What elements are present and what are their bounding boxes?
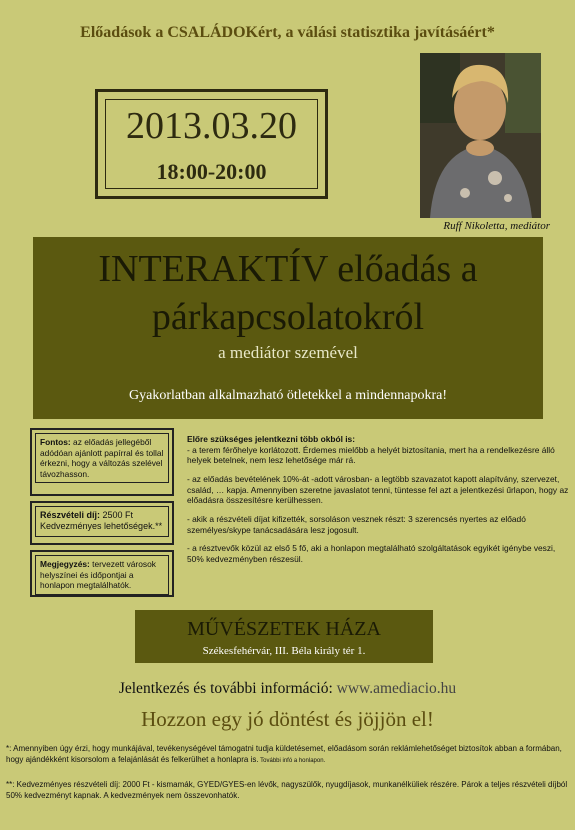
contact-line bbox=[0, 680, 575, 698]
registration-point-2: - az előadás bevételének 10%-át -adott városban- a legtöbb szavazatot kapott alapítvány, szervezet, család, … kapja. Amennyiben szeretne javaslatot tenni, tüntesse fel azt a jelentkezési űrlapon, hogy az előadásra összesítésre kerülhessen. bbox=[187, 474, 569, 506]
main-banner bbox=[33, 237, 543, 419]
presenter-portrait bbox=[420, 53, 541, 218]
fee-amount: 2500 Ft bbox=[100, 510, 134, 520]
registration-point-4: - a résztvevők közül az első 5 fő, aki a honlapon megtalálható szolgáltatások egyikét igénybe veszi, 50% kedvezményben részesül. bbox=[187, 543, 556, 565]
registration-info bbox=[187, 434, 572, 573]
slogan: Hozzon egy jó döntést és jöjjön el! bbox=[141, 707, 434, 731]
important-text: az előadás jellegéből adódóan ajánlott papírral és tollal érkezni, hogy a változás szelével távozhasson. bbox=[40, 437, 164, 479]
footnote-1 bbox=[6, 744, 568, 766]
fee-discount-note: Kedvezményes lehetőségek.** bbox=[40, 521, 163, 532]
registration-point-3: - akik a részvételi díjat kifizették, sorsoláson vesznek részt: 3 szerencsés nyertes az előadó személyes/skype tanácsadására lesz jogosult. bbox=[187, 514, 526, 535]
venue-box bbox=[135, 610, 433, 663]
event-time: 18:00-20:00 bbox=[156, 159, 267, 184]
date-box bbox=[95, 89, 328, 199]
fee-box bbox=[30, 501, 174, 545]
contact-label: Jelentkezés és további információ: bbox=[118, 680, 337, 697]
important-note-inner bbox=[35, 433, 169, 483]
registration-point-1: - a terem férőhelye korlátozott. Érdemes mielőbb a helyét biztosítania, mert ha a rendelkezésre álló helyek betelnek, nem lesz lehetősége már rá. bbox=[187, 444, 555, 466]
banner-subtitle: a mediátor szemével bbox=[218, 343, 358, 362]
remark-inner bbox=[35, 555, 169, 595]
header-title: Előadások a CSALÁDOKért, a válási statisztika javításáért* bbox=[80, 24, 495, 41]
website-link[interactable]: www.amediacio.hu bbox=[336, 680, 457, 697]
remark-label: Megjegyzés: bbox=[40, 559, 90, 569]
presenter-caption: Ruff Nikoletta, mediátor bbox=[443, 220, 550, 232]
banner-title-line2: párkapcsolatokról bbox=[151, 296, 425, 338]
footnote-1-more-info: További infó a honlapon. bbox=[258, 757, 326, 764]
footnote-1-text: *: Amennyiben úgy érzi, hogy munkájával, tevékenységével támogatni tudja küldetésemet, előadásom során reklámlehetőséget biztosítok abban a formában, hogy ajándékként kisorsolom a felajánlását és felkerülhet a honlapra is. bbox=[6, 744, 562, 764]
banner-tagline: Gyakorlatban alkalmazható ötletekkel a mindennapokra! bbox=[129, 388, 447, 403]
fee-label: Részvételi díj: bbox=[40, 510, 101, 520]
remark-box bbox=[30, 550, 174, 597]
remark-text: tervezett városok helyszínei és időpontjai a honlapon megtalálhatók. bbox=[40, 559, 156, 590]
event-date: 2013.03.20 bbox=[126, 105, 297, 147]
important-label: Fontos: bbox=[40, 437, 71, 447]
venue-name: MŰVÉSZETEK HÁZA bbox=[187, 618, 381, 640]
footnote-2: **: Kedvezményes részvételi díj: 2000 Ft - kismamák, GYED/GYES-en lévők, nagyszülők, nyugdíjasok, munkanélküliek részére. Párok a teljes részvételi díjból 50% kedvezményt kapnak. A kedvezmények nem összevonhatók. bbox=[6, 780, 568, 800]
important-note-box bbox=[30, 428, 174, 496]
banner-title-line1: INTERAKTÍV előadás a bbox=[98, 248, 478, 290]
registration-heading: Előre szükséges jelentkezni több okból is: bbox=[187, 434, 356, 444]
presenter-photo bbox=[420, 53, 541, 218]
fee-inner bbox=[35, 506, 169, 537]
venue-address: Székesfehérvár, III. Béla király tér 1. bbox=[202, 645, 366, 657]
